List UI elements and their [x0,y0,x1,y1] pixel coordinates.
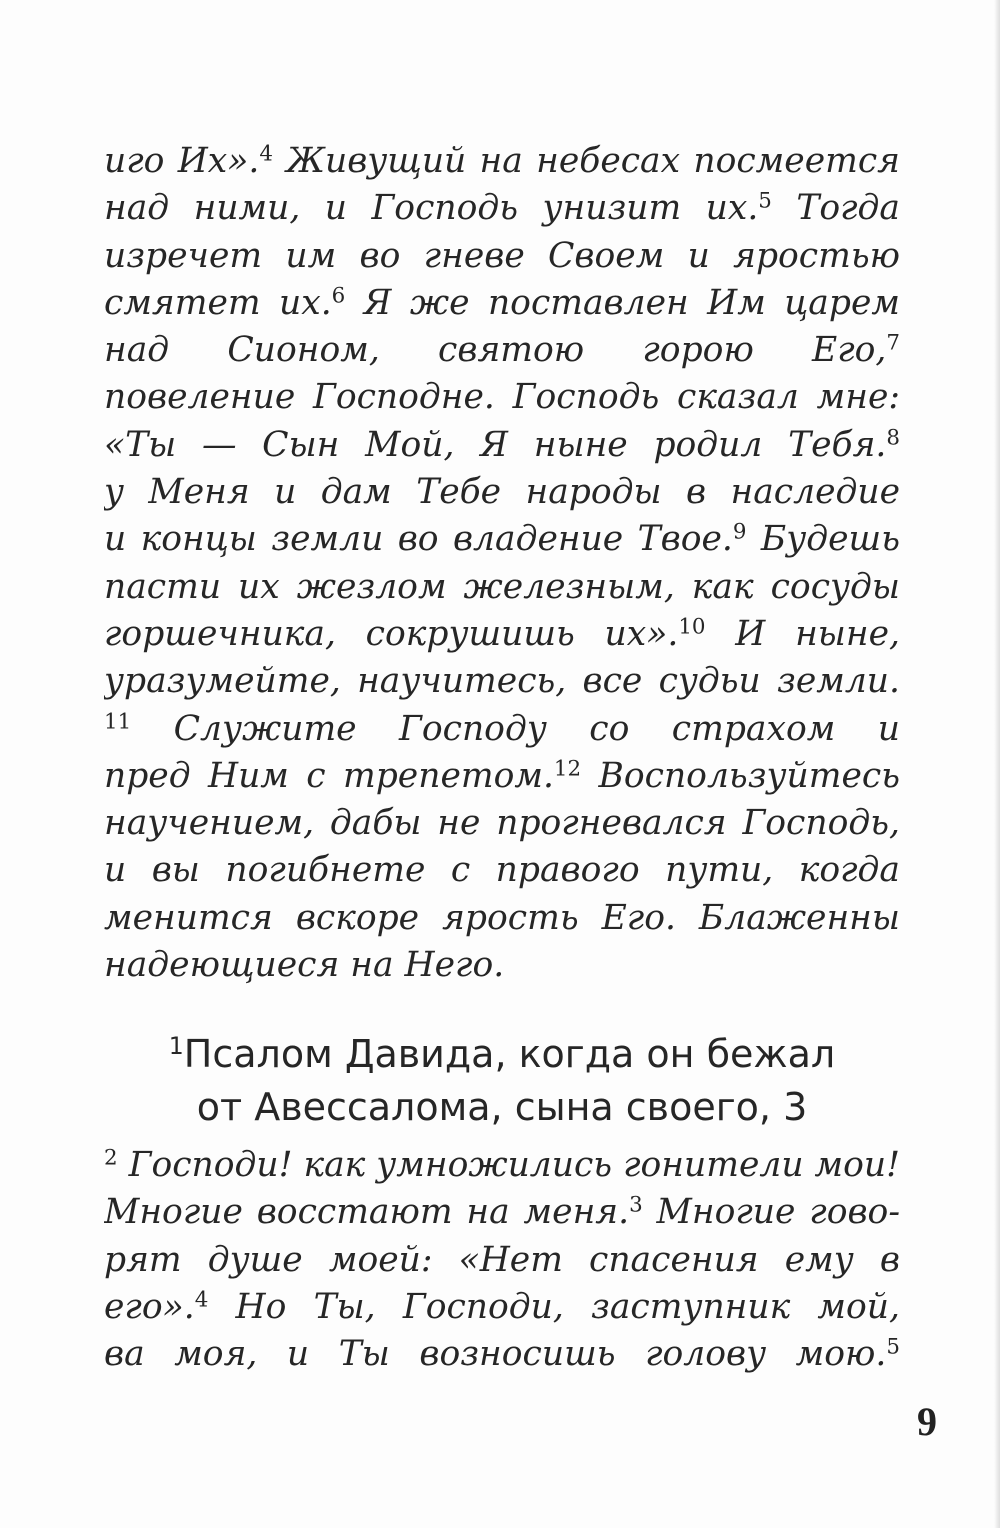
verse-text: Живущий на небесах посмеется [272,141,900,181]
verse-text: Многие гово- [642,1192,900,1233]
verse-text: надеющиеся на Него. [104,945,505,986]
verse-text: над ними, и Господь унизит их. [104,188,759,229]
page-edge-shadow [994,0,1000,1528]
text-line [104,185,900,232]
verse-text: смятет их. [104,282,332,323]
verse-number: 4 [194,1287,209,1313]
text-line [104,1237,900,1284]
verse-text: ва моя, и Ты возносишь голову мою. [104,1334,887,1375]
verse-text: Многие восстают на меня. [104,1192,630,1233]
verse-number: 12 [553,756,582,782]
text-line [104,138,900,185]
verse-text: Но Ты, Господи, заступник мой, [235,1286,900,1327]
text-line [104,658,900,705]
heading-line-1 [104,1028,900,1081]
text-line [104,564,900,611]
verse-text: «Ты — Сын Мой, Я ныне родил Тебя. [104,424,887,465]
text-line [104,280,900,327]
text-line [104,422,900,469]
verse-number: 10 [678,614,706,640]
verse-text: над Сионом, святою горою Его, [104,330,887,371]
verse-number: 3 [629,1192,643,1218]
text-line [104,942,900,989]
text-line [104,374,900,421]
verse-text: повеление Господне. Господь сказал мне: [104,377,900,418]
verse-text: горшечника, сокрушишь их». [104,613,679,654]
text-line [104,1331,900,1378]
psalm-2-text [104,138,900,989]
verse-text: научением, дабы не прогневался Господь, [104,803,900,844]
verse-text: и концы земли во владение Твое. [104,519,733,560]
verse-number: 5 [758,188,772,214]
verse-text: Я же поставлен Им царем [345,282,900,323]
verse-number: 7 [886,330,900,356]
text-line [104,1142,900,1189]
psalm-3-text [104,1142,900,1378]
verse-text: изречет им во гневе Своем и яростью [104,235,900,276]
verse-text: И ныне, [735,613,900,654]
verse-text: рят душе моей: «Нет спасения ему в [104,1239,900,1280]
verse-number: 6 [331,283,346,309]
verse-text: Господи! как умножились гонители мои! [117,1145,900,1185]
text-line [104,1189,900,1236]
text-line [104,1284,900,1331]
verse-text: и вы погибнете с правого пути, когда [104,850,900,891]
page-number: 9 [917,1399,937,1444]
verse-number: 11 [104,708,132,734]
verse-text: его». [104,1286,195,1327]
text-line [104,516,900,563]
verse-text: Служите Господу со страхом и [173,708,900,749]
text-line [104,895,900,942]
text-line [104,233,900,280]
verse-text: уразумейте, научитесь, все судьи земли. [104,661,900,702]
text-line [104,753,900,800]
verse-text: иго Их». [104,141,260,181]
verse-text: Тогда [771,188,900,229]
psalm-3-heading [104,1028,900,1134]
text-line [104,469,900,516]
text-line [104,847,900,894]
text-line [104,706,900,753]
text-line [104,800,900,847]
verse-text: пасти их жезлом железным, как сосуды [104,566,900,607]
verse-number: 2 [104,1145,118,1171]
verse-text: менится вскоре ярость Его. Блаженны [104,897,900,938]
verse-number: 9 [732,519,747,545]
verse-text: пред Ним с трепетом. [104,755,554,796]
verse-text: у Меня и дам Тебе народы в наследие [104,472,900,513]
heading-line-1-text: Псалом Давида, когда он бежал [183,1032,836,1076]
heading-line-2: от Авессалома, сына своего, 3 [196,1085,808,1129]
verse-text: Будешь [746,519,900,560]
verse-number: 4 [259,141,273,167]
verse-text: Воспользуйтесь [581,755,900,796]
heading-verse-number: 1 [168,1032,184,1061]
text-line [104,611,900,658]
text-line [104,327,900,374]
verse-number: 5 [886,1334,900,1360]
verse-number: 8 [886,425,900,451]
